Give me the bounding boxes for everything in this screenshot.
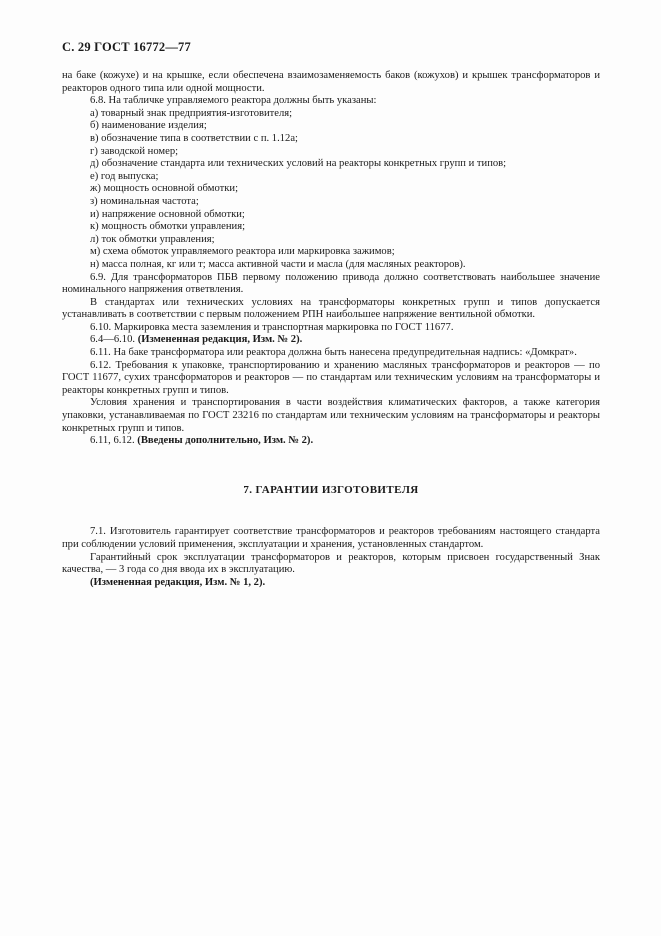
list-item: и) напряжение основной обмотки; bbox=[90, 208, 245, 220]
list-item: а) товарный знак предприятия-изготовителя; bbox=[90, 107, 293, 119]
edition-note-prefix: 6.11, 6.12. bbox=[90, 435, 135, 447]
list-item: ж) мощность основной обмотки; bbox=[90, 183, 239, 195]
list-item: м) схема обмоток управляемого реактора или маркировка зажимов; bbox=[90, 246, 395, 258]
nameplate-list bbox=[62, 108, 600, 272]
section-title: 7. ГАРАНТИИ ИЗГОТОВИТЕЛЯ bbox=[243, 483, 419, 496]
edition-note-6-11-6-12 bbox=[62, 435, 600, 448]
list-item: б) наименование изделия; bbox=[90, 120, 207, 132]
paragraph-6-12: 6.12. Требования к упаковке, транспортированию и хранению масляных трансформаторов и реакторов — по ГОСТ 11677, сухих трансформаторов и реакторов — по стандартам или техническим условиям на трансформаторы и реакторы конкретных групп и типов. bbox=[62, 359, 600, 396]
paragraph-6-11: 6.11. На баке трансформатора или реактора должна быть нанесена предупредительная надпись: «Домкрат». bbox=[90, 347, 577, 359]
edition-note-6-4-6-10 bbox=[62, 334, 600, 347]
list-item: н) масса полная, кг или т; масса активной части и масла (для масляных реакторов). bbox=[90, 258, 466, 270]
paragraph-6-8: 6.8. На табличке управляемого реактора должны быть указаны: bbox=[90, 95, 377, 107]
list-item: г) заводской номер; bbox=[90, 145, 179, 157]
list-item: е) год выпуска; bbox=[90, 170, 159, 182]
list-item: з) номинальная частота; bbox=[90, 195, 199, 207]
paragraph-continuation: на баке (кожухе) и на крышке, если обеспечена взаимозаменяемость баков (кожухов) и крышек трансформаторов и реакторов одного типа или одной мощности. bbox=[62, 70, 600, 94]
paragraph-6-12-b: Условия хранения и транспортирования в части воздействия климатических факторов, а также категория упаковки, устанавливаемая по ГОСТ 23216 по стандартам или техническим условиям на трансформаторы и реакторы конкретных групп и типов. bbox=[62, 397, 600, 434]
paragraph-6-9: 6.9. Для трансформаторов ПБВ первому положению привода должно соответствовать наибольшее значение номинального напряжения ответвления. bbox=[62, 271, 600, 296]
page-header: С. 29 ГОСТ 16772—77 bbox=[62, 40, 191, 54]
edition-note-bold: (Измененная редакция, Изм. № 2). bbox=[137, 334, 303, 346]
list-item: л) ток обмотки управления; bbox=[90, 233, 215, 245]
edition-note-prefix: 6.4—6.10. bbox=[90, 334, 136, 346]
paragraph-6-10: 6.10. Маркировка места заземления и транспортная маркировка по ГОСТ 11677. bbox=[90, 321, 454, 333]
document-body bbox=[62, 70, 600, 589]
edition-note-7: (Измененная редакция, Изм. № 1, 2). bbox=[90, 576, 266, 588]
paragraph-6-9-b: В стандартах или технических условиях на трансформаторы конкретных групп и типов допускается устанавливать в соответствии с первым положением РПН наибольшее напряжение вентильной обмотки. bbox=[62, 296, 600, 321]
edition-note-bold: (Введены дополнительно, Изм. № 2). bbox=[137, 435, 314, 447]
list-item: в) обозначение типа в соответствии с п. 1.12а; bbox=[90, 132, 298, 144]
paragraph-7-2: Гарантийный срок эксплуатации трансформаторов и реакторов, которым присвоен государственный Знак качества, — 3 года со дня ввода их в эксплуатацию. bbox=[62, 551, 600, 576]
list-item: к) мощность обмотки управления; bbox=[90, 221, 246, 233]
paragraph-7-1: 7.1. Изготовитель гарантирует соответствие трансформаторов и реакторов требованиям настоящего стандарта при соблюдении условий применения, эксплуатации и хранения, установленных стандартом. bbox=[62, 526, 600, 550]
list-item: д) обозначение стандарта или технических условий на реакторы конкретных групп и типов; bbox=[90, 158, 507, 170]
